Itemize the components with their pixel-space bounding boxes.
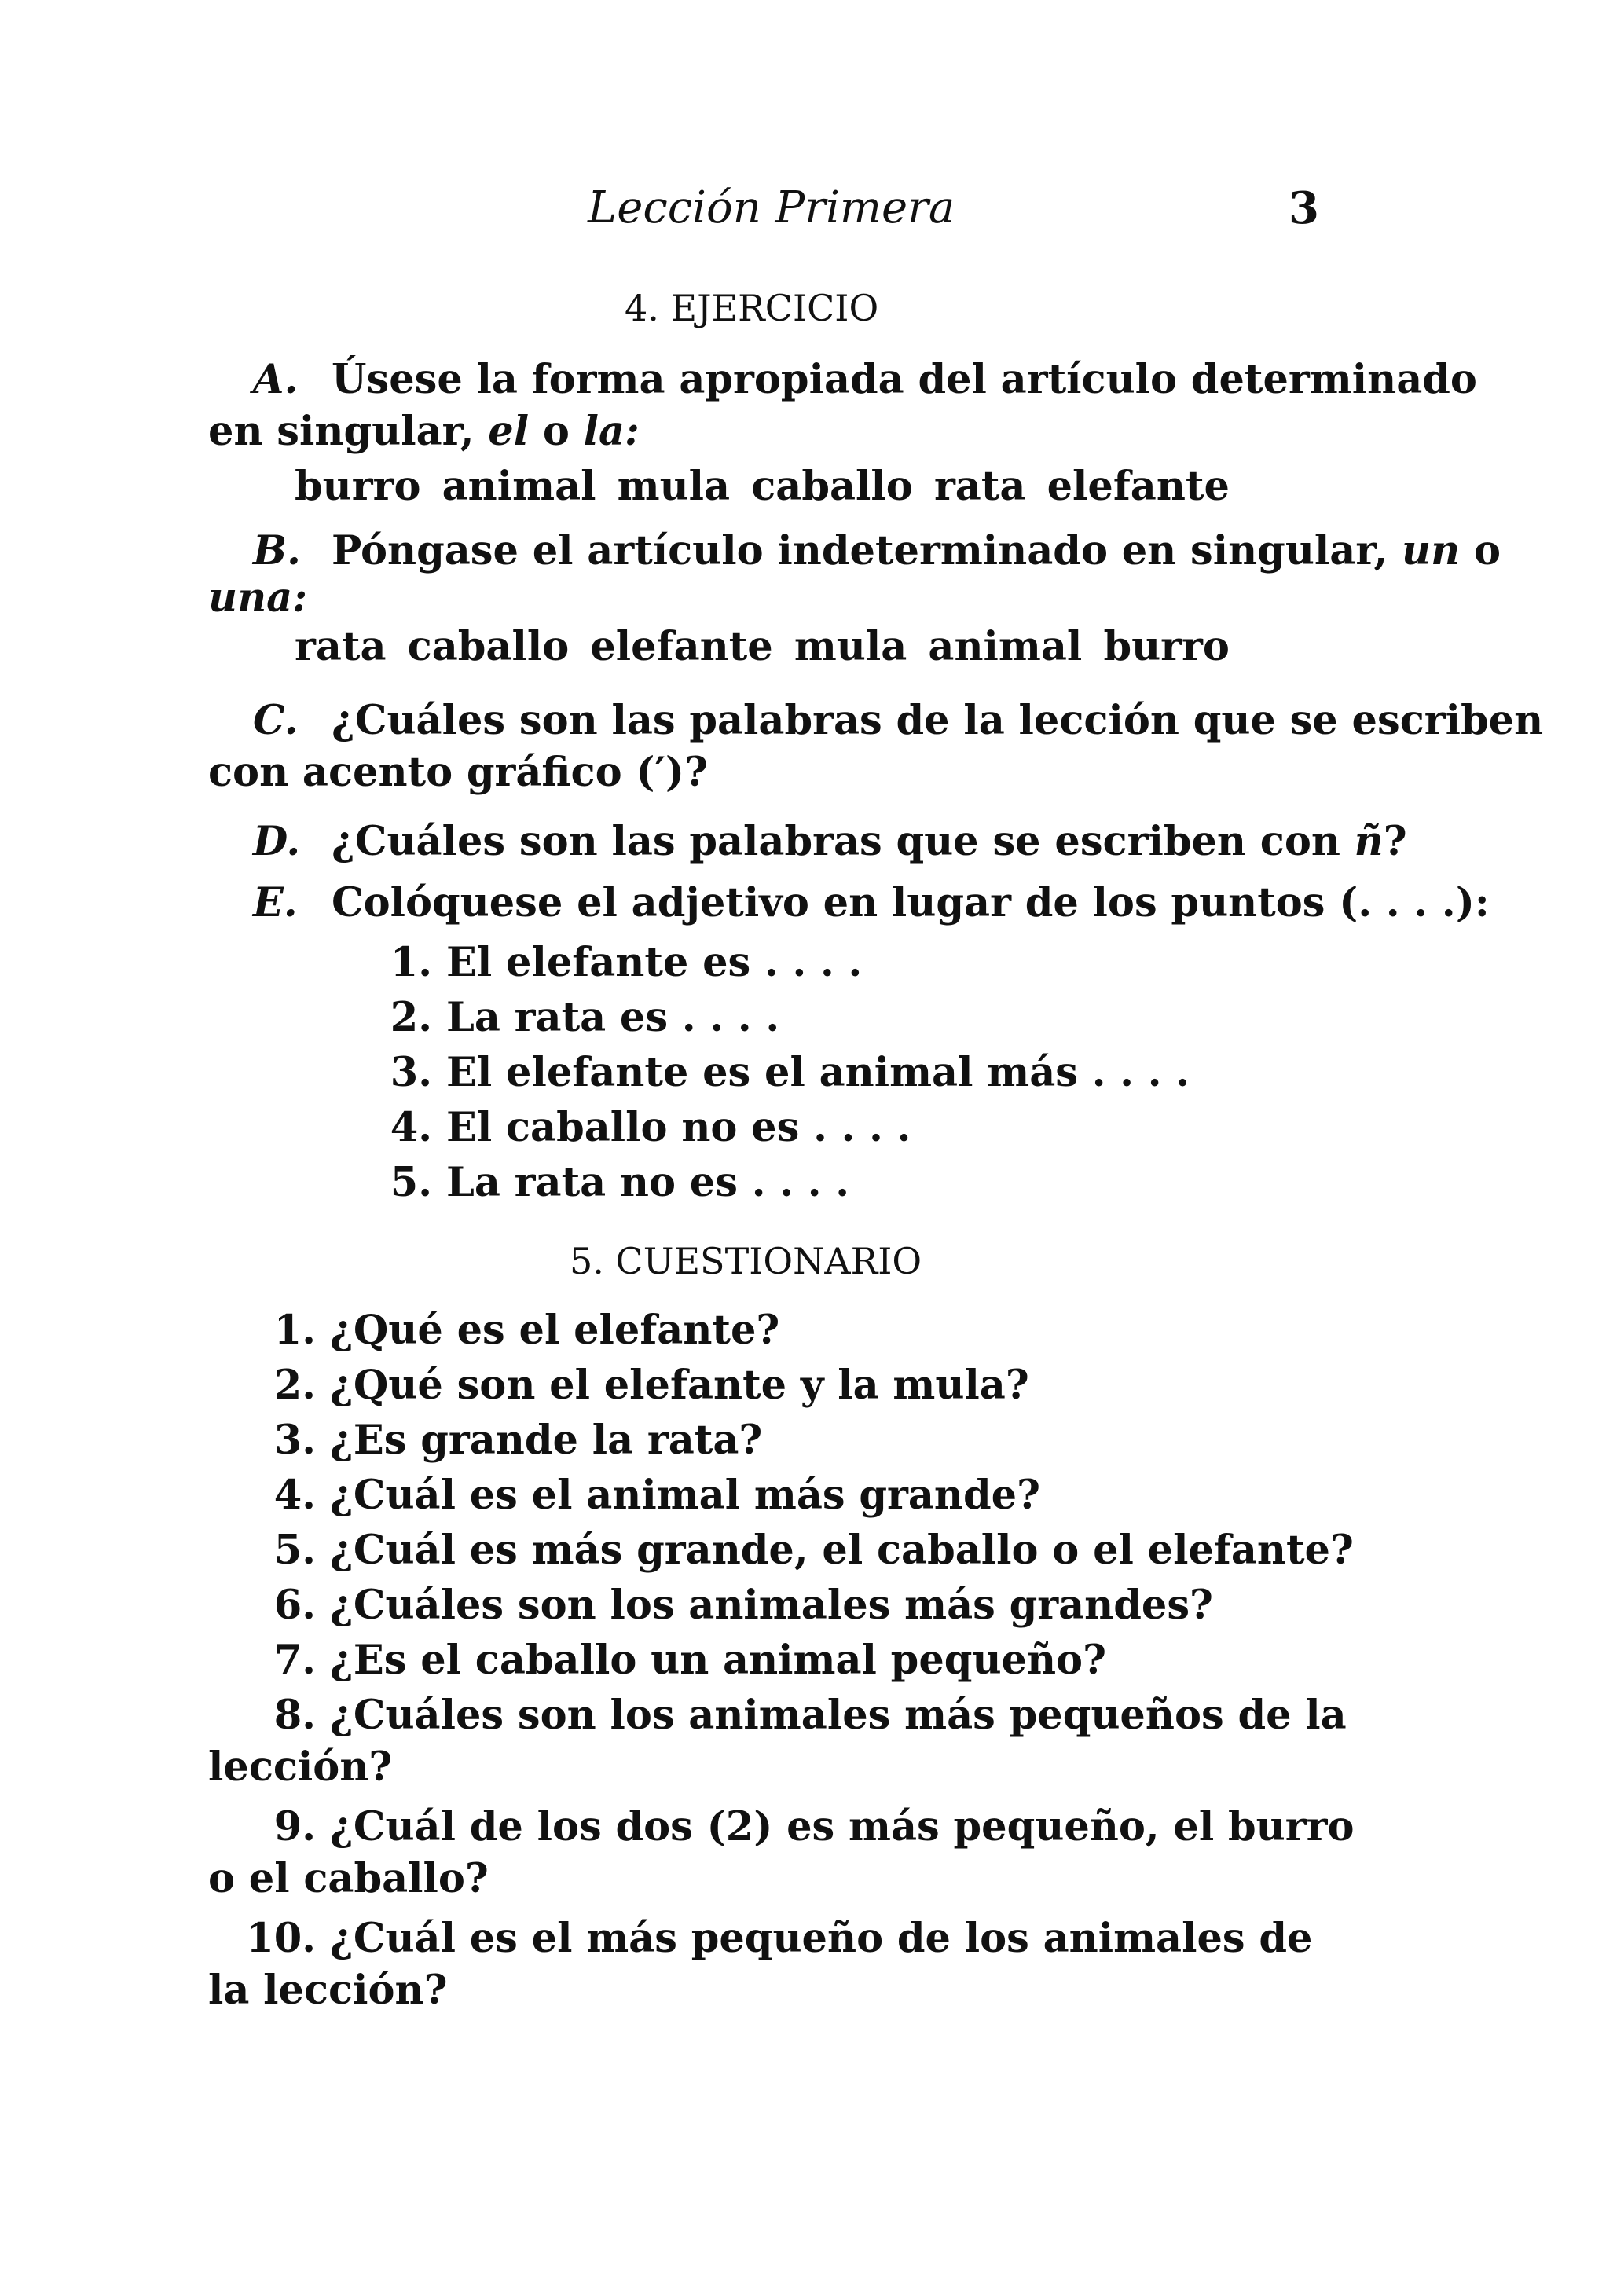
article-una: una:	[208, 574, 308, 622]
question-item	[253, 1634, 1106, 1686]
question-number: 10.	[246, 1915, 316, 1962]
ejercicio-heading: 4. EJERCICIO	[625, 287, 879, 329]
running-header-title: Lección Primera	[588, 182, 955, 233]
exercise-a-line-2	[208, 405, 640, 457]
article-un: un	[1402, 527, 1461, 574]
item-number: 4.	[390, 1104, 432, 1151]
exercise-e-instruction: Colóquese el adjetivo en lugar de los puntos (. . . .):	[332, 879, 1490, 926]
exercise-e-item	[369, 937, 862, 988]
conjunction-o: o	[1460, 527, 1501, 574]
question-text: ¿Cuáles son los animales más pequeños de la	[330, 1692, 1347, 1739]
exercise-e-item	[369, 1157, 849, 1208]
page-number: 3	[1289, 182, 1319, 234]
letter-enye: ñ	[1354, 818, 1384, 865]
exercise-d-line	[253, 816, 1407, 867]
exercise-a-letter: A.	[253, 356, 299, 403]
exercise-e-letter: E.	[253, 879, 298, 926]
question-item	[237, 1912, 1312, 1964]
conjunction-o: o	[529, 408, 584, 455]
item-number: 5.	[390, 1159, 432, 1206]
exercise-a-word-list	[295, 460, 1230, 512]
question-number: 3.	[273, 1417, 316, 1464]
exercise-a-line-1	[253, 354, 1477, 405]
question-number: 7.	[273, 1637, 316, 1684]
question-text: ¿Cuál es más grande, el caballo o el elefante?	[330, 1527, 1354, 1574]
exercise-c-line-2: con acento gráfico (′)?	[208, 749, 708, 796]
word-item: animal	[442, 463, 596, 510]
exercise-b-letter: B.	[253, 527, 301, 574]
exercise-e-item	[369, 1047, 1190, 1098]
word-item: rata	[295, 623, 387, 670]
item-text: El elefante es . . . .	[446, 939, 863, 986]
word-item: caballo	[751, 463, 913, 510]
item-number: 2.	[390, 994, 432, 1041]
exercise-d-question: ¿Cuáles son las palabras que se escriben con	[332, 818, 1355, 865]
article-la: la:	[583, 408, 640, 455]
question-text: ¿Es el caballo un animal pequeño?	[330, 1637, 1106, 1684]
exercise-c-line-1	[253, 695, 1543, 746]
exercise-b-line-1	[253, 525, 1501, 577]
word-item: rata	[933, 463, 1026, 510]
word-item: mula	[794, 623, 907, 670]
item-number: 3.	[390, 1049, 432, 1096]
word-item: burro	[295, 463, 421, 510]
question-item	[253, 1359, 1029, 1411]
item-number: 1.	[390, 939, 432, 986]
word-item: burro	[1103, 623, 1230, 670]
article-el: el	[488, 408, 530, 455]
question-text: ¿Cuáles son los animales más grandes?	[330, 1582, 1213, 1629]
question-item	[253, 1689, 1347, 1741]
question-continuation: lección?	[208, 1744, 393, 1791]
question-number: 2.	[273, 1362, 316, 1409]
question-item	[253, 1414, 762, 1466]
exercise-c-letter: C.	[253, 697, 299, 744]
item-text: El elefante es el animal más . . . .	[446, 1049, 1190, 1096]
word-item: elefante	[1047, 463, 1230, 510]
exercise-b-word-list	[295, 621, 1230, 673]
question-text: ¿Es grande la rata?	[330, 1417, 763, 1464]
question-item	[253, 1469, 1040, 1521]
exercise-b-instruction: Póngase el artículo indeterminado en singular,	[332, 527, 1402, 574]
question-number: 9.	[273, 1803, 316, 1850]
question-continuation: o el caballo?	[208, 1855, 489, 1902]
question-text: ¿Cuál de los dos (2) es más pequeño, el burro	[330, 1803, 1355, 1850]
item-text: La rata no es . . . .	[446, 1159, 849, 1206]
question-item	[253, 1801, 1354, 1853]
question-number: 8.	[273, 1692, 316, 1739]
exercise-d-letter: D.	[253, 818, 301, 865]
word-item: elefante	[590, 623, 773, 670]
item-text: El caballo no es . . . .	[446, 1104, 911, 1151]
word-item: mula	[617, 463, 731, 510]
item-text: La rata es . . . .	[446, 994, 780, 1041]
question-item	[253, 1304, 779, 1356]
question-item	[253, 1524, 1354, 1576]
question-item	[253, 1579, 1213, 1631]
exercise-e-item	[369, 992, 779, 1043]
exercise-c-question: ¿Cuáles son las palabras de la lección que se escriben	[332, 697, 1544, 744]
exercise-e-item	[369, 1102, 911, 1153]
exercise-e-line	[253, 877, 1490, 929]
question-number: 1.	[273, 1307, 316, 1354]
question-text: ¿Cuál es el más pequeño de los animales de	[330, 1915, 1313, 1962]
question-number: 6.	[273, 1582, 316, 1629]
exercise-a-instruction: Úsese la forma apropiada del artículo determinado	[332, 356, 1477, 403]
question-number: 5.	[273, 1527, 316, 1574]
question-continuation: la lección?	[208, 1967, 448, 2014]
question-text: ¿Qué son el elefante y la mula?	[330, 1362, 1029, 1409]
exercise-a-line-2-text: en singular,	[208, 408, 489, 455]
question-text: ¿Qué es el elefante?	[330, 1307, 780, 1354]
cuestionario-heading: 5. CUESTIONARIO	[570, 1240, 922, 1282]
question-text: ¿Cuál es el animal más grande?	[330, 1472, 1040, 1519]
question-number: 4.	[273, 1472, 316, 1519]
word-item: animal	[928, 623, 1083, 670]
question-mark: ?	[1383, 818, 1407, 865]
word-item: caballo	[407, 623, 570, 670]
